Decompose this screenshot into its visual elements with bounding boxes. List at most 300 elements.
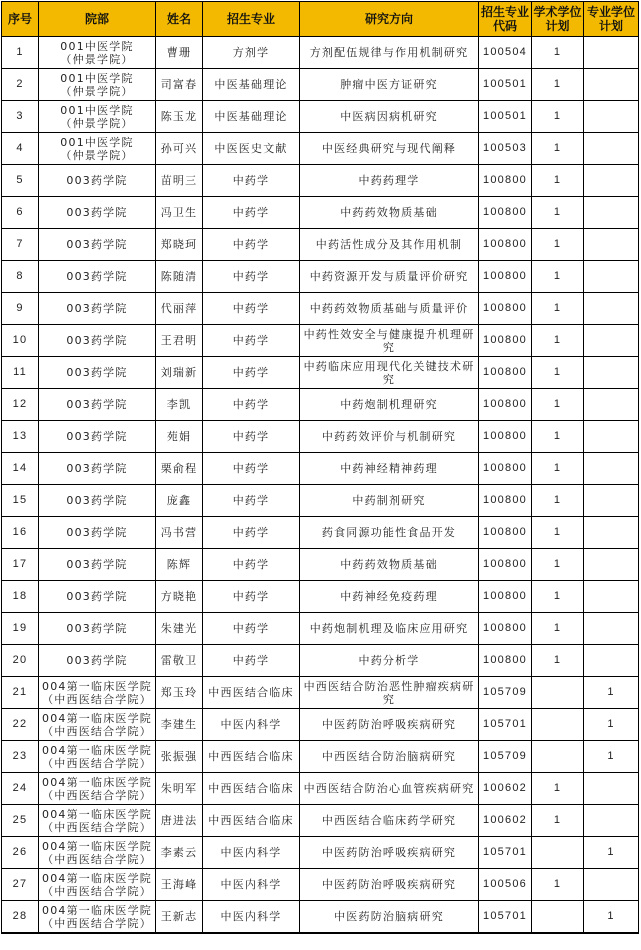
row-index: 17 <box>2 549 39 581</box>
row-academic-plan <box>532 901 584 934</box>
row-department <box>39 581 156 613</box>
row-direction: 中药分析学 <box>300 645 479 677</box>
table-row <box>2 837 639 869</box>
row-index: 8 <box>2 261 39 293</box>
row-major: 中药学 <box>203 549 300 581</box>
row-academic-plan: 1 <box>532 293 584 325</box>
row-department <box>39 837 156 869</box>
row-code: 100800 <box>479 293 532 325</box>
row-academic-plan: 1 <box>532 37 584 69</box>
row-direction: 中医病因病机研究 <box>300 101 479 133</box>
row-major: 中医内科学 <box>203 869 300 901</box>
row-index: 12 <box>2 389 39 421</box>
header-academic-plan: 学术学位计划 <box>532 2 584 37</box>
row-name: 司富春 <box>156 69 203 101</box>
row-professional-plan <box>584 37 639 69</box>
row-code: 100602 <box>479 805 532 837</box>
row-department <box>39 613 156 645</box>
table-row <box>2 453 639 485</box>
row-name: 方晓艳 <box>156 581 203 613</box>
row-code: 100800 <box>479 645 532 677</box>
row-code: 100800 <box>479 165 532 197</box>
row-name: 王新志 <box>156 901 203 934</box>
row-professional-plan: 1 <box>584 741 639 773</box>
row-department <box>39 325 156 357</box>
row-major: 中药学 <box>203 389 300 421</box>
row-professional-plan <box>584 229 639 261</box>
row-index: 28 <box>2 901 39 934</box>
table-row <box>2 869 639 901</box>
row-academic-plan: 1 <box>532 453 584 485</box>
row-major: 中医内科学 <box>203 837 300 869</box>
row-index: 14 <box>2 453 39 485</box>
department-line-2: （中西医结合学院） <box>42 884 152 898</box>
row-major: 中药学 <box>203 517 300 549</box>
department-line-2: （仲景学院） <box>60 84 134 98</box>
row-academic-plan: 1 <box>532 69 584 101</box>
row-professional-plan <box>584 261 639 293</box>
row-professional-plan <box>584 357 639 389</box>
department-line-1: 001中医学院 <box>60 103 134 117</box>
department-line-1: 001中医学院 <box>60 71 134 85</box>
row-professional-plan <box>584 773 639 805</box>
row-department <box>39 261 156 293</box>
department-line-1: 003药学院 <box>66 302 128 315</box>
header-direction: 研究方向 <box>300 2 479 37</box>
row-index: 10 <box>2 325 39 357</box>
department-line-1: 003药学院 <box>66 366 128 379</box>
row-index: 22 <box>2 709 39 741</box>
row-department <box>39 165 156 197</box>
row-major: 中药学 <box>203 325 300 357</box>
row-direction: 中药资源开发与质量评价研究 <box>300 261 479 293</box>
row-direction: 中西医结合防治恶性肿瘤疾病研究 <box>300 677 479 709</box>
row-major: 中医内科学 <box>203 901 300 934</box>
header-department: 院部 <box>39 2 156 37</box>
row-code: 100506 <box>479 869 532 901</box>
row-index: 19 <box>2 613 39 645</box>
row-code: 100800 <box>479 549 532 581</box>
row-department <box>39 677 156 709</box>
row-department <box>39 37 156 69</box>
department-line-1: 003药学院 <box>66 398 128 411</box>
row-academic-plan: 1 <box>532 613 584 645</box>
department-line-1: 003药学院 <box>66 238 128 251</box>
row-direction: 中药药效物质基础 <box>300 549 479 581</box>
row-major: 中药学 <box>203 357 300 389</box>
department-line-1: 003药学院 <box>66 622 128 635</box>
row-professional-plan <box>584 453 639 485</box>
row-code: 105709 <box>479 741 532 773</box>
row-index: 23 <box>2 741 39 773</box>
row-professional-plan <box>584 293 639 325</box>
row-professional-plan <box>584 133 639 165</box>
row-name: 陈玉龙 <box>156 101 203 133</box>
header-row <box>2 2 639 37</box>
row-professional-plan <box>584 581 639 613</box>
department-line-1: 003药学院 <box>66 462 128 475</box>
row-direction: 中医药防治呼吸疾病研究 <box>300 709 479 741</box>
row-major: 中医基础理论 <box>203 69 300 101</box>
row-name: 郑晓珂 <box>156 229 203 261</box>
table-row <box>2 69 639 101</box>
enrollment-plan-table <box>1 1 639 934</box>
department-line-2: （仲景学院） <box>60 148 134 162</box>
table-row <box>2 581 639 613</box>
row-professional-plan <box>584 805 639 837</box>
row-academic-plan: 1 <box>532 517 584 549</box>
row-direction: 中西医结合防治脑病研究 <box>300 741 479 773</box>
row-name: 李建生 <box>156 709 203 741</box>
row-major: 中西医结合临床 <box>203 773 300 805</box>
department-line-2: （中西医结合学院） <box>42 916 152 930</box>
row-major: 中药学 <box>203 197 300 229</box>
row-name: 陈随清 <box>156 261 203 293</box>
department-line-1: 004第一临床医学院 <box>42 807 152 821</box>
row-major: 中西医结合临床 <box>203 805 300 837</box>
row-index: 1 <box>2 37 39 69</box>
row-professional-plan: 1 <box>584 677 639 709</box>
row-code: 100504 <box>479 37 532 69</box>
table-row <box>2 293 639 325</box>
row-department <box>39 901 156 934</box>
row-name: 栗俞程 <box>156 453 203 485</box>
row-professional-plan <box>584 69 639 101</box>
row-professional-plan: 1 <box>584 709 639 741</box>
department-line-1: 004第一临床医学院 <box>42 711 152 725</box>
row-code: 100800 <box>479 453 532 485</box>
table-row <box>2 741 639 773</box>
row-direction: 药食同源功能性食品开发 <box>300 517 479 549</box>
row-code: 100800 <box>479 485 532 517</box>
row-index: 3 <box>2 101 39 133</box>
department-line-1: 001中医学院 <box>60 135 134 149</box>
row-index: 26 <box>2 837 39 869</box>
row-name: 李素云 <box>156 837 203 869</box>
department-line-1: 003药学院 <box>66 558 128 571</box>
row-index: 4 <box>2 133 39 165</box>
row-direction: 中西医结合防治心血管疾病研究 <box>300 773 479 805</box>
department-line-2: （仲景学院） <box>60 52 134 66</box>
table-row <box>2 709 639 741</box>
row-name: 孙可兴 <box>156 133 203 165</box>
row-professional-plan <box>584 869 639 901</box>
department-line-2: （中西医结合学院） <box>42 756 152 770</box>
row-professional-plan: 1 <box>584 901 639 934</box>
row-academic-plan: 1 <box>532 869 584 901</box>
row-code: 105709 <box>479 677 532 709</box>
row-major: 中医医史文献 <box>203 133 300 165</box>
row-name: 朱建光 <box>156 613 203 645</box>
row-name: 唐进法 <box>156 805 203 837</box>
row-academic-plan: 1 <box>532 549 584 581</box>
row-code: 100800 <box>479 197 532 229</box>
table-body <box>2 37 639 934</box>
row-name: 冯书营 <box>156 517 203 549</box>
row-index: 15 <box>2 485 39 517</box>
row-direction: 中药神经免疫药理 <box>300 581 479 613</box>
row-index: 9 <box>2 293 39 325</box>
row-direction: 中药性效安全与健康提升机理研究 <box>300 325 479 357</box>
table-row <box>2 613 639 645</box>
row-direction: 中西医结合临床药学研究 <box>300 805 479 837</box>
row-code: 100800 <box>479 357 532 389</box>
table-row <box>2 645 639 677</box>
row-major: 方剂学 <box>203 37 300 69</box>
department-line-1: 003药学院 <box>66 206 128 219</box>
row-direction: 中药药效物质基础与质量评价 <box>300 293 479 325</box>
row-major: 中药学 <box>203 613 300 645</box>
department-line-1: 003药学院 <box>66 430 128 443</box>
row-code: 100800 <box>479 613 532 645</box>
department-line-1: 003药学院 <box>66 174 128 187</box>
table-row <box>2 805 639 837</box>
table-header <box>2 2 639 37</box>
row-major: 中药学 <box>203 453 300 485</box>
row-major: 中药学 <box>203 645 300 677</box>
row-professional-plan <box>584 421 639 453</box>
row-major: 中药学 <box>203 421 300 453</box>
row-direction: 肿瘤中医方证研究 <box>300 69 479 101</box>
row-department <box>39 197 156 229</box>
row-name: 冯卫生 <box>156 197 203 229</box>
row-academic-plan <box>532 677 584 709</box>
department-line-2: （中西医结合学院） <box>42 852 152 866</box>
row-major: 中药学 <box>203 581 300 613</box>
row-index: 27 <box>2 869 39 901</box>
department-line-1: 003药学院 <box>66 270 128 283</box>
row-code: 100800 <box>479 229 532 261</box>
department-line-2: （中西医结合学院） <box>42 724 152 738</box>
row-code: 100602 <box>479 773 532 805</box>
row-index: 6 <box>2 197 39 229</box>
row-academic-plan: 1 <box>532 773 584 805</box>
table-row <box>2 517 639 549</box>
row-department <box>39 741 156 773</box>
row-code: 100501 <box>479 69 532 101</box>
row-code: 105701 <box>479 901 532 934</box>
row-department <box>39 69 156 101</box>
row-academic-plan: 1 <box>532 197 584 229</box>
department-line-1: 003药学院 <box>66 654 128 667</box>
row-academic-plan: 1 <box>532 165 584 197</box>
row-name: 李凯 <box>156 389 203 421</box>
row-index: 2 <box>2 69 39 101</box>
row-direction: 中药神经精神药理 <box>300 453 479 485</box>
department-line-1: 004第一临床医学院 <box>42 743 152 757</box>
row-department <box>39 709 156 741</box>
row-department <box>39 453 156 485</box>
header-professional-plan: 专业学位计划 <box>584 2 639 37</box>
row-direction: 中药药理学 <box>300 165 479 197</box>
row-direction: 中药制剂研究 <box>300 485 479 517</box>
row-direction: 中药药效评价与机制研究 <box>300 421 479 453</box>
row-academic-plan: 1 <box>532 581 584 613</box>
row-department <box>39 229 156 261</box>
row-major: 中药学 <box>203 293 300 325</box>
row-index: 13 <box>2 421 39 453</box>
row-department <box>39 773 156 805</box>
row-professional-plan <box>584 197 639 229</box>
row-major: 中西医结合临床 <box>203 741 300 773</box>
row-department <box>39 421 156 453</box>
row-code: 105701 <box>479 709 532 741</box>
row-department <box>39 357 156 389</box>
row-index: 20 <box>2 645 39 677</box>
row-major: 中药学 <box>203 165 300 197</box>
row-name: 庞鑫 <box>156 485 203 517</box>
row-code: 100501 <box>479 101 532 133</box>
row-index: 16 <box>2 517 39 549</box>
row-name: 朱明军 <box>156 773 203 805</box>
table-row <box>2 197 639 229</box>
row-academic-plan: 1 <box>532 133 584 165</box>
row-code: 105701 <box>479 837 532 869</box>
table-row <box>2 389 639 421</box>
department-line-2: （中西医结合学院） <box>42 692 152 706</box>
row-name: 王海峰 <box>156 869 203 901</box>
header-code: 招生专业代码 <box>479 2 532 37</box>
row-major: 中药学 <box>203 485 300 517</box>
department-line-1: 004第一临床医学院 <box>42 839 152 853</box>
row-index: 24 <box>2 773 39 805</box>
header-name: 姓名 <box>156 2 203 37</box>
row-index: 18 <box>2 581 39 613</box>
row-direction: 中医经典研究与现代阐释 <box>300 133 479 165</box>
row-department <box>39 101 156 133</box>
department-line-1: 003药学院 <box>66 590 128 603</box>
table-row <box>2 549 639 581</box>
row-name: 陈辉 <box>156 549 203 581</box>
row-academic-plan: 1 <box>532 421 584 453</box>
table-row <box>2 677 639 709</box>
row-code: 100800 <box>479 517 532 549</box>
row-name: 郑玉玲 <box>156 677 203 709</box>
department-line-2: （中西医结合学院） <box>42 820 152 834</box>
row-index: 5 <box>2 165 39 197</box>
department-line-1: 004第一临床医学院 <box>42 679 152 693</box>
row-direction: 中药炮制机理及临床应用研究 <box>300 613 479 645</box>
row-name: 苑娟 <box>156 421 203 453</box>
row-index: 21 <box>2 677 39 709</box>
department-line-1: 003药学院 <box>66 334 128 347</box>
row-academic-plan: 1 <box>532 805 584 837</box>
department-line-1: 004第一临床医学院 <box>42 871 152 885</box>
row-professional-plan <box>584 645 639 677</box>
row-professional-plan <box>584 549 639 581</box>
department-line-2: （仲景学院） <box>60 116 134 130</box>
row-department <box>39 485 156 517</box>
row-department <box>39 133 156 165</box>
department-line-2: （中西医结合学院） <box>42 788 152 802</box>
row-professional-plan <box>584 325 639 357</box>
department-line-1: 003药学院 <box>66 526 128 539</box>
row-code: 100503 <box>479 133 532 165</box>
row-direction: 中医药防治呼吸疾病研究 <box>300 837 479 869</box>
row-department <box>39 869 156 901</box>
row-academic-plan: 1 <box>532 325 584 357</box>
row-professional-plan <box>584 485 639 517</box>
row-academic-plan: 1 <box>532 389 584 421</box>
row-major: 中药学 <box>203 261 300 293</box>
row-department <box>39 389 156 421</box>
table-row <box>2 101 639 133</box>
row-major: 中医基础理论 <box>203 101 300 133</box>
row-academic-plan: 1 <box>532 485 584 517</box>
table-row <box>2 901 639 934</box>
row-name: 王君明 <box>156 325 203 357</box>
department-line-1: 001中医学院 <box>60 39 134 53</box>
row-index: 25 <box>2 805 39 837</box>
row-department <box>39 645 156 677</box>
table-row <box>2 485 639 517</box>
row-professional-plan <box>584 613 639 645</box>
table-row <box>2 37 639 69</box>
row-direction: 中药活性成分及其作用机制 <box>300 229 479 261</box>
row-major: 中医内科学 <box>203 709 300 741</box>
row-name: 苗明三 <box>156 165 203 197</box>
row-direction: 中药临床应用现代化关键技术研究 <box>300 357 479 389</box>
table-row <box>2 229 639 261</box>
row-index: 11 <box>2 357 39 389</box>
row-department <box>39 517 156 549</box>
row-direction: 方剂配伍规律与作用机制研究 <box>300 37 479 69</box>
row-name: 曹珊 <box>156 37 203 69</box>
row-academic-plan: 1 <box>532 645 584 677</box>
row-academic-plan: 1 <box>532 101 584 133</box>
row-professional-plan <box>584 101 639 133</box>
department-line-1: 003药学院 <box>66 494 128 507</box>
row-professional-plan <box>584 389 639 421</box>
row-professional-plan: 1 <box>584 837 639 869</box>
row-academic-plan <box>532 837 584 869</box>
department-line-1: 004第一临床医学院 <box>42 775 152 789</box>
row-academic-plan: 1 <box>532 261 584 293</box>
row-name: 刘瑞新 <box>156 357 203 389</box>
row-direction: 中医药防治呼吸疾病研究 <box>300 869 479 901</box>
row-professional-plan <box>584 165 639 197</box>
row-name: 雷敬卫 <box>156 645 203 677</box>
row-major: 中西医结合临床 <box>203 677 300 709</box>
row-direction: 中药炮制机理研究 <box>300 389 479 421</box>
row-department <box>39 549 156 581</box>
row-code: 100800 <box>479 325 532 357</box>
row-name: 代丽萍 <box>156 293 203 325</box>
table-row <box>2 325 639 357</box>
table-row <box>2 421 639 453</box>
row-index: 7 <box>2 229 39 261</box>
table-row <box>2 261 639 293</box>
row-name: 张振强 <box>156 741 203 773</box>
table-row <box>2 357 639 389</box>
row-department <box>39 293 156 325</box>
row-direction: 中药药效物质基础 <box>300 197 479 229</box>
row-academic-plan <box>532 741 584 773</box>
header-index: 序号 <box>2 2 39 37</box>
row-code: 100800 <box>479 389 532 421</box>
table-row <box>2 165 639 197</box>
table-row <box>2 133 639 165</box>
row-code: 100800 <box>479 261 532 293</box>
header-major: 招生专业 <box>203 2 300 37</box>
row-academic-plan: 1 <box>532 229 584 261</box>
department-line-1: 004第一临床医学院 <box>42 903 152 917</box>
row-major: 中药学 <box>203 229 300 261</box>
row-academic-plan <box>532 709 584 741</box>
table-row <box>2 773 639 805</box>
row-professional-plan <box>584 517 639 549</box>
row-direction: 中医药防治脑病研究 <box>300 901 479 934</box>
